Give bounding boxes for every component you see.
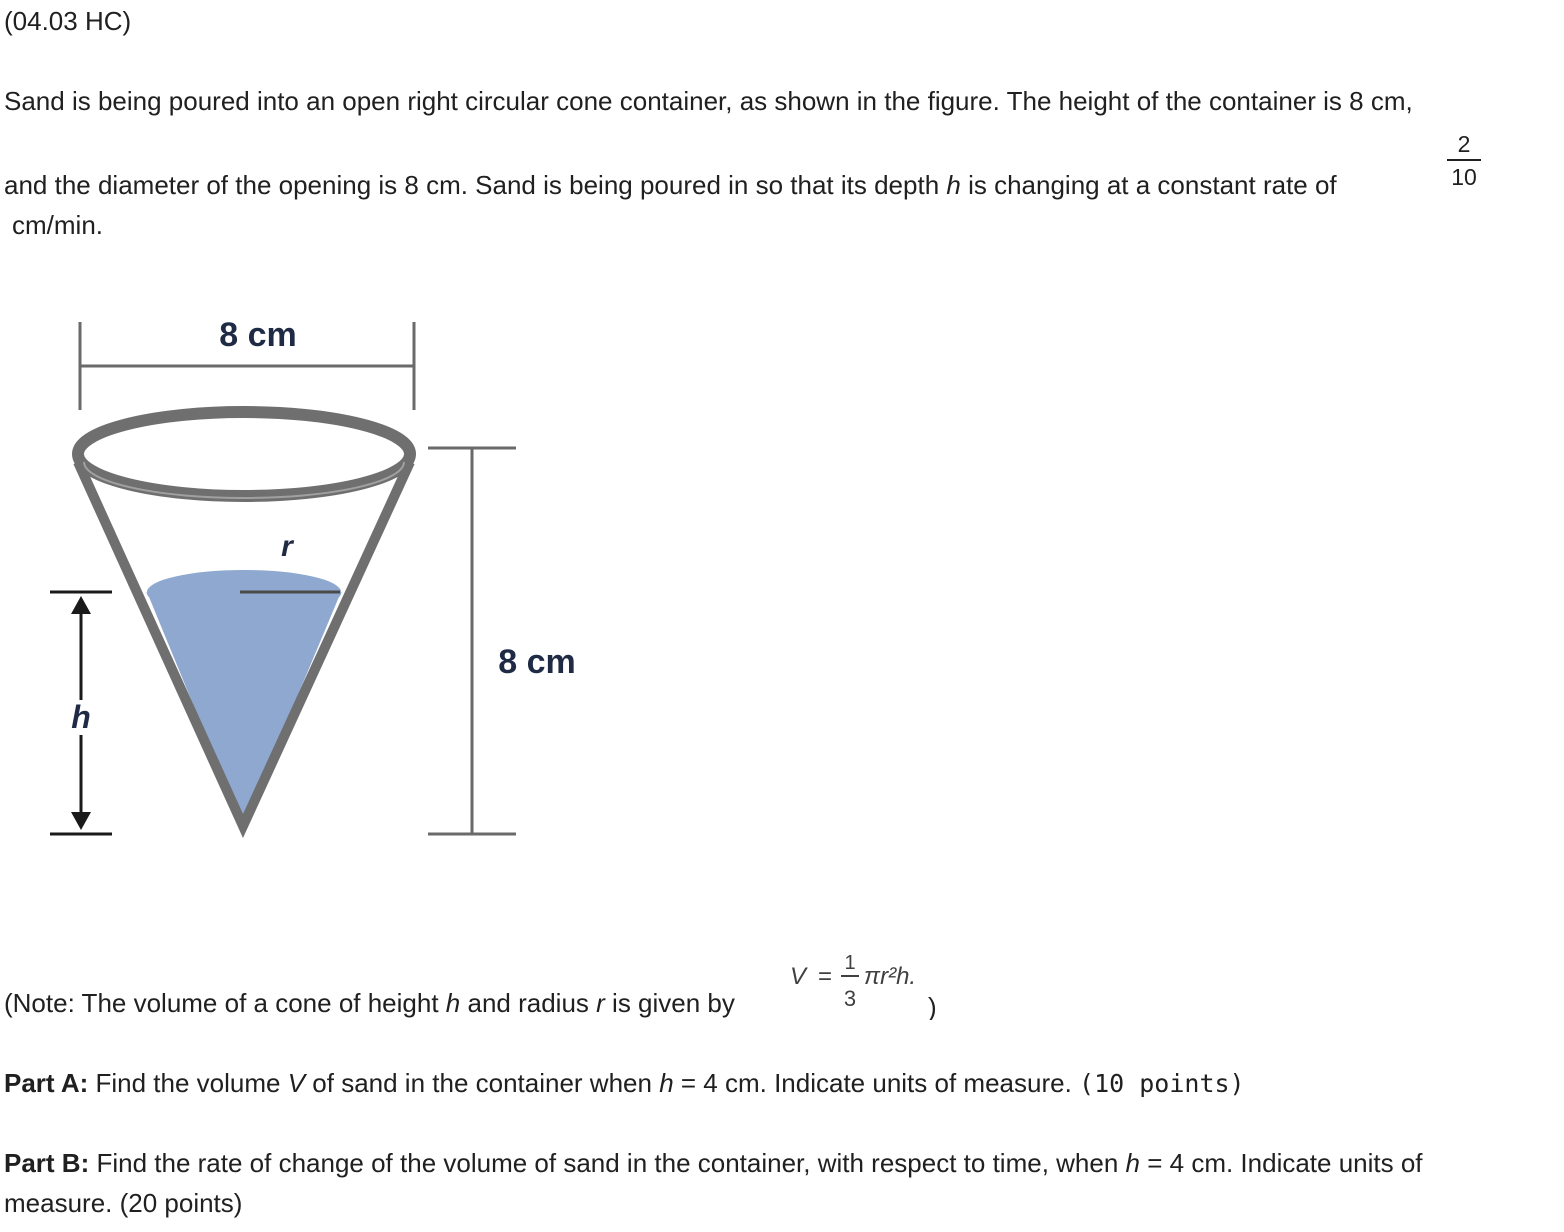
part-b xyxy=(4,1148,1423,1178)
part-a-text-after: = 4 cm. Indicate units of measure. xyxy=(673,1068,1072,1098)
problem-line-2 xyxy=(4,170,1337,200)
var-h: h xyxy=(946,170,961,200)
note-close: ) xyxy=(928,992,937,1020)
formula-lhs: V xyxy=(790,963,807,990)
part-b-text-after: = 4 cm. Indicate units of xyxy=(1140,1148,1423,1178)
problem-code: (04.03 HC) xyxy=(4,6,132,36)
height-dimension xyxy=(428,448,516,834)
height-label: 8 cm xyxy=(498,643,576,681)
part-a-text-before: Find the volume xyxy=(88,1068,288,1098)
sand-fill xyxy=(147,570,341,826)
formula-numerator: 1 xyxy=(844,952,856,974)
rate-numerator: 2 xyxy=(1457,131,1471,157)
note-prefix: (Note: The volume of a cone of height xyxy=(4,988,446,1018)
part-a xyxy=(4,1068,1245,1099)
formula-rhs: πr²h. xyxy=(864,963,917,990)
rate-fraction xyxy=(1443,131,1485,190)
problem-line-3: cm/min. xyxy=(12,210,103,240)
part-b-line-2: measure. (20 points) xyxy=(4,1188,243,1218)
rate-denominator: 10 xyxy=(1451,164,1477,190)
part-a-text-mid: of sand in the container when xyxy=(305,1068,660,1098)
problem-line-1: Sand is being poured into an open right circular cone container, as shown in the figure. The height of the container is 8 cm, xyxy=(4,86,1413,116)
radius-label: r xyxy=(281,530,293,563)
part-a-label: Part A: xyxy=(4,1068,89,1098)
part-a-var-v: V xyxy=(287,1068,306,1098)
volume-formula xyxy=(786,940,956,1020)
depth-label: h xyxy=(71,699,91,735)
note-var-r: r xyxy=(596,988,605,1018)
note-line xyxy=(4,988,735,1018)
note-var-h: h xyxy=(445,988,461,1018)
diameter-label: 8 cm xyxy=(219,316,297,354)
part-b-text-before: Find the rate of change of the volume of sand in the container, with respect to time, when xyxy=(89,1148,1126,1178)
note-suffix: is given by xyxy=(604,988,735,1018)
cone-figure xyxy=(0,300,620,860)
problem-line-2-prefix: and the diameter of the opening is 8 cm. Sand is being poured in so that its depth xyxy=(4,170,947,200)
part-b-var-h: h xyxy=(1125,1148,1140,1178)
part-a-points: (10 points) xyxy=(1079,1069,1245,1098)
part-a-var-h: h xyxy=(659,1068,674,1098)
note-middle: and radius xyxy=(460,988,597,1018)
part-b-label: Part B: xyxy=(4,1148,90,1178)
cone-rim xyxy=(78,412,410,496)
formula-denominator: 3 xyxy=(843,986,857,1011)
problem-line-2-suffix: is changing at a constant rate of xyxy=(960,170,1337,200)
formula-equals: = xyxy=(818,963,833,990)
fraction-bar xyxy=(1447,159,1481,161)
